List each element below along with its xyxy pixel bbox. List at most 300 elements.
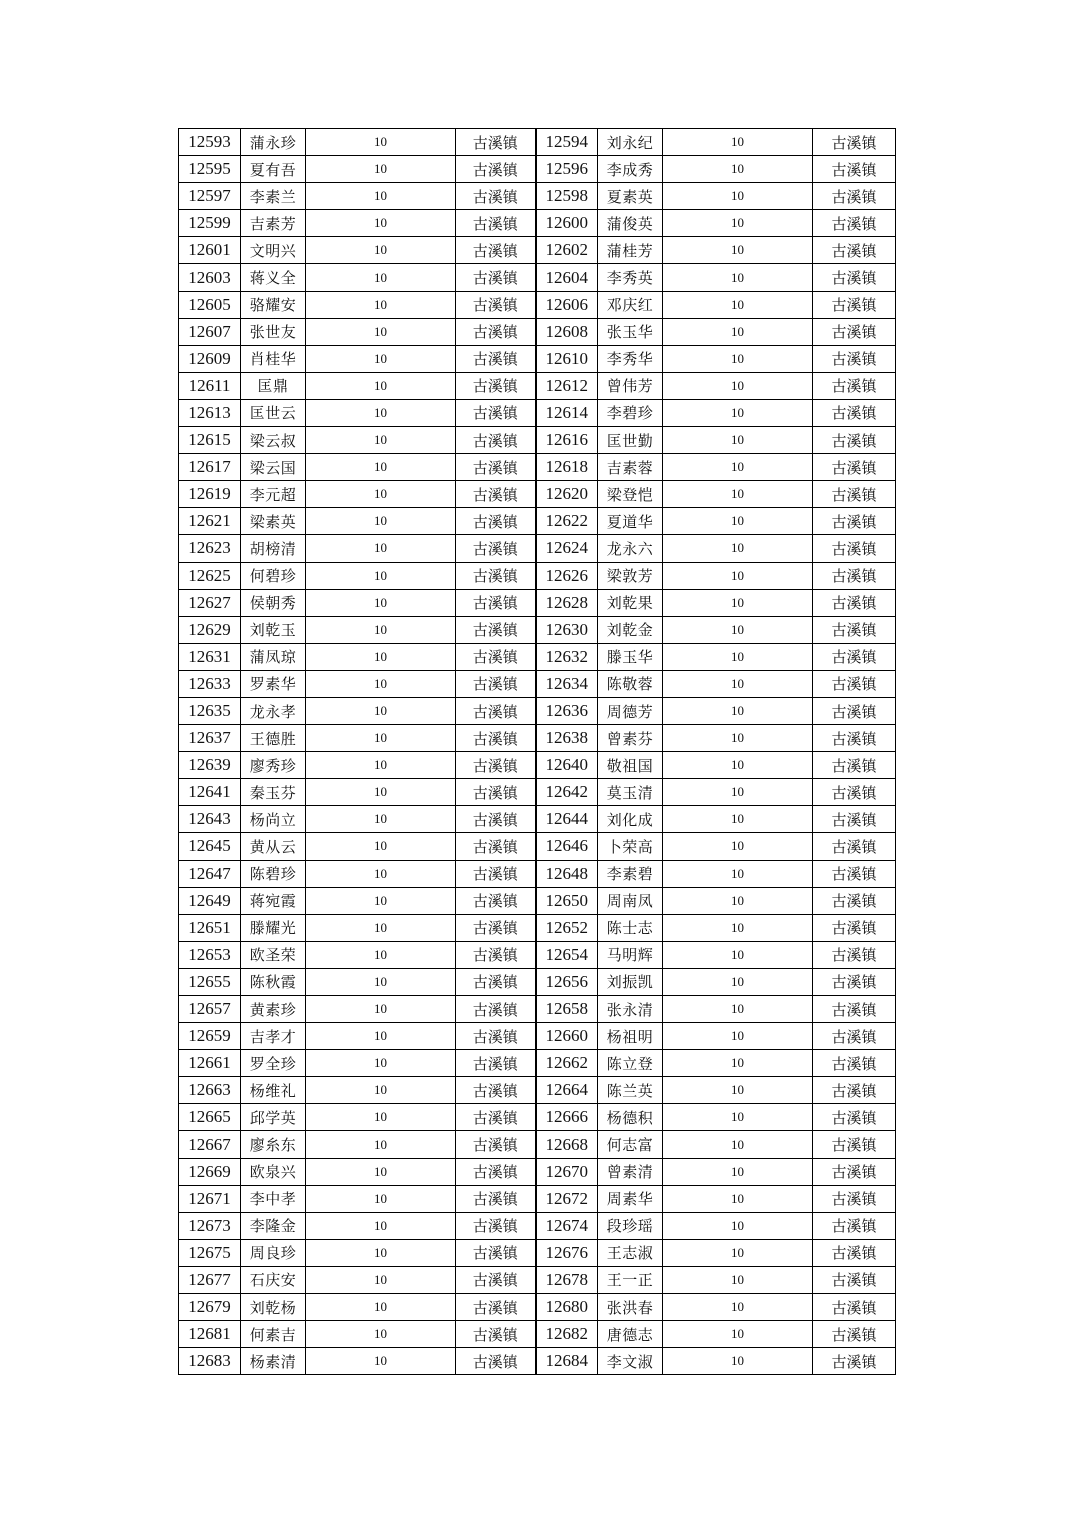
person-name-cell: 周良珍 — [241, 1239, 306, 1266]
town-name-cell: 古溪镇 — [813, 887, 896, 914]
amount-cell: 10 — [663, 1185, 813, 1212]
town-name-cell: 古溪镇 — [813, 1077, 896, 1104]
town-name-cell: 古溪镇 — [813, 345, 896, 372]
record-number-cell: 12664 — [536, 1077, 598, 1104]
town-name-cell: 古溪镇 — [456, 1185, 536, 1212]
amount-cell: 10 — [306, 914, 456, 941]
town-name-cell: 古溪镇 — [813, 508, 896, 535]
record-number-cell: 12617 — [179, 454, 241, 481]
town-name-cell: 古溪镇 — [813, 1023, 896, 1050]
record-number-cell: 12668 — [536, 1131, 598, 1158]
person-name-cell: 匡鼎 — [241, 372, 306, 399]
town-name-cell: 古溪镇 — [456, 481, 536, 508]
record-number-cell: 12600 — [536, 210, 598, 237]
amount-cell: 10 — [663, 345, 813, 372]
amount-cell: 10 — [663, 1294, 813, 1321]
record-number-cell: 12654 — [536, 941, 598, 968]
record-number-cell: 12621 — [179, 508, 241, 535]
town-name-cell: 古溪镇 — [813, 129, 896, 156]
town-name-cell: 古溪镇 — [813, 264, 896, 291]
person-name-cell: 曾素芬 — [598, 725, 663, 752]
table-row — [179, 752, 896, 779]
amount-cell: 10 — [663, 643, 813, 670]
record-number-cell: 12634 — [536, 670, 598, 697]
person-name-cell: 欧泉兴 — [241, 1158, 306, 1185]
person-name-cell: 曾素清 — [598, 1158, 663, 1185]
table-row — [179, 535, 896, 562]
person-name-cell: 杨祖明 — [598, 1023, 663, 1050]
town-name-cell: 古溪镇 — [813, 399, 896, 426]
amount-cell: 10 — [306, 427, 456, 454]
amount-cell: 10 — [306, 616, 456, 643]
record-number-cell: 12595 — [179, 156, 241, 183]
person-name-cell: 李秀英 — [598, 264, 663, 291]
amount-cell: 10 — [663, 318, 813, 345]
town-name-cell: 古溪镇 — [456, 1023, 536, 1050]
table-row — [179, 833, 896, 860]
record-number-cell: 12673 — [179, 1212, 241, 1239]
record-number-cell: 12640 — [536, 752, 598, 779]
table-row — [179, 860, 896, 887]
person-name-cell: 李秀华 — [598, 345, 663, 372]
town-name-cell: 古溪镇 — [813, 914, 896, 941]
amount-cell: 10 — [663, 779, 813, 806]
table-row — [179, 1239, 896, 1266]
record-number-cell: 12647 — [179, 860, 241, 887]
table-row — [179, 887, 896, 914]
person-name-cell: 龙永孝 — [241, 697, 306, 724]
amount-cell: 10 — [663, 806, 813, 833]
record-number-cell: 12649 — [179, 887, 241, 914]
town-name-cell: 古溪镇 — [456, 779, 536, 806]
town-name-cell: 古溪镇 — [456, 589, 536, 616]
town-name-cell: 古溪镇 — [456, 643, 536, 670]
record-number-cell: 12624 — [536, 535, 598, 562]
record-number-cell: 12603 — [179, 264, 241, 291]
amount-cell: 10 — [663, 1104, 813, 1131]
table-row — [179, 996, 896, 1023]
amount-cell: 10 — [306, 1077, 456, 1104]
person-name-cell: 胡榜清 — [241, 535, 306, 562]
town-name-cell: 古溪镇 — [813, 454, 896, 481]
amount-cell: 10 — [306, 454, 456, 481]
table-row — [179, 1321, 896, 1348]
person-name-cell: 杨德积 — [598, 1104, 663, 1131]
person-name-cell: 李文淑 — [598, 1348, 663, 1375]
person-name-cell: 张玉华 — [598, 318, 663, 345]
person-name-cell: 唐德志 — [598, 1321, 663, 1348]
amount-cell: 10 — [306, 1158, 456, 1185]
town-name-cell: 古溪镇 — [813, 372, 896, 399]
amount-cell: 10 — [306, 779, 456, 806]
record-number-cell: 12682 — [536, 1321, 598, 1348]
person-name-cell: 刘乾金 — [598, 616, 663, 643]
person-name-cell: 刘乾果 — [598, 589, 663, 616]
record-number-cell: 12602 — [536, 237, 598, 264]
amount-cell: 10 — [306, 1239, 456, 1266]
amount-cell: 10 — [663, 1321, 813, 1348]
record-number-cell: 12631 — [179, 643, 241, 670]
person-name-cell: 陈兰英 — [598, 1077, 663, 1104]
record-number-cell: 12625 — [179, 562, 241, 589]
person-name-cell: 滕玉华 — [598, 643, 663, 670]
town-name-cell: 古溪镇 — [813, 1348, 896, 1375]
person-name-cell: 李成秀 — [598, 156, 663, 183]
record-number-cell: 12678 — [536, 1266, 598, 1293]
person-name-cell: 王志淑 — [598, 1239, 663, 1266]
record-number-cell: 12627 — [179, 589, 241, 616]
amount-cell: 10 — [306, 941, 456, 968]
record-number-cell: 12632 — [536, 643, 598, 670]
record-number-cell: 12670 — [536, 1158, 598, 1185]
town-name-cell: 古溪镇 — [456, 752, 536, 779]
person-name-cell: 吉素芳 — [241, 210, 306, 237]
amount-cell: 10 — [663, 427, 813, 454]
amount-cell: 10 — [306, 562, 456, 589]
table-row — [179, 616, 896, 643]
town-name-cell: 古溪镇 — [813, 860, 896, 887]
person-name-cell: 李隆金 — [241, 1212, 306, 1239]
table-row — [179, 210, 896, 237]
amount-cell: 10 — [663, 914, 813, 941]
person-name-cell: 陈立登 — [598, 1050, 663, 1077]
record-number-cell: 12660 — [536, 1023, 598, 1050]
person-name-cell: 梁登恺 — [598, 481, 663, 508]
person-name-cell: 廖秀珍 — [241, 752, 306, 779]
town-name-cell: 古溪镇 — [456, 941, 536, 968]
town-name-cell: 古溪镇 — [813, 833, 896, 860]
table-row — [179, 129, 896, 156]
person-name-cell: 敬祖国 — [598, 752, 663, 779]
amount-cell: 10 — [306, 210, 456, 237]
amount-cell: 10 — [663, 481, 813, 508]
amount-cell: 10 — [663, 562, 813, 589]
amount-cell: 10 — [306, 1185, 456, 1212]
town-name-cell: 古溪镇 — [456, 1321, 536, 1348]
record-number-cell: 12663 — [179, 1077, 241, 1104]
person-name-cell: 罗素华 — [241, 670, 306, 697]
person-name-cell: 梁云国 — [241, 454, 306, 481]
person-name-cell: 吉孝才 — [241, 1023, 306, 1050]
town-name-cell: 古溪镇 — [813, 1212, 896, 1239]
person-name-cell: 夏素英 — [598, 183, 663, 210]
record-number-cell: 12641 — [179, 779, 241, 806]
person-name-cell: 李素碧 — [598, 860, 663, 887]
person-name-cell: 夏道华 — [598, 508, 663, 535]
person-name-cell: 邓庆红 — [598, 291, 663, 318]
person-name-cell: 王德胜 — [241, 725, 306, 752]
record-number-cell: 12593 — [179, 129, 241, 156]
person-name-cell: 黄从云 — [241, 833, 306, 860]
record-number-cell: 12612 — [536, 372, 598, 399]
person-name-cell: 蒋义全 — [241, 264, 306, 291]
amount-cell: 10 — [306, 887, 456, 914]
table-row — [179, 1023, 896, 1050]
table-row — [179, 454, 896, 481]
table-row — [179, 1077, 896, 1104]
record-number-cell: 12637 — [179, 725, 241, 752]
person-name-cell: 王一正 — [598, 1266, 663, 1293]
amount-cell: 10 — [663, 941, 813, 968]
town-name-cell: 古溪镇 — [456, 887, 536, 914]
person-name-cell: 李元超 — [241, 481, 306, 508]
table-row — [179, 1212, 896, 1239]
table-row — [179, 1348, 896, 1375]
town-name-cell: 古溪镇 — [456, 237, 536, 264]
table-row — [179, 399, 896, 426]
record-number-cell: 12622 — [536, 508, 598, 535]
amount-cell: 10 — [306, 372, 456, 399]
town-name-cell: 古溪镇 — [813, 562, 896, 589]
record-number-cell: 12683 — [179, 1348, 241, 1375]
town-name-cell: 古溪镇 — [456, 725, 536, 752]
town-name-cell: 古溪镇 — [456, 914, 536, 941]
table-row — [179, 697, 896, 724]
record-number-cell: 12658 — [536, 996, 598, 1023]
table-row — [179, 1266, 896, 1293]
record-number-cell: 12639 — [179, 752, 241, 779]
town-name-cell: 古溪镇 — [813, 1131, 896, 1158]
person-name-cell: 刘乾玉 — [241, 616, 306, 643]
person-name-cell: 陈敬蓉 — [598, 670, 663, 697]
amount-cell: 10 — [663, 156, 813, 183]
person-name-cell: 李中孝 — [241, 1185, 306, 1212]
amount-cell: 10 — [663, 616, 813, 643]
town-name-cell: 古溪镇 — [813, 427, 896, 454]
town-name-cell: 古溪镇 — [813, 291, 896, 318]
record-number-cell: 12601 — [179, 237, 241, 264]
record-number-cell: 12681 — [179, 1321, 241, 1348]
person-name-cell: 龙永六 — [598, 535, 663, 562]
amount-cell: 10 — [663, 1158, 813, 1185]
town-name-cell: 古溪镇 — [456, 535, 536, 562]
person-name-cell: 何素吉 — [241, 1321, 306, 1348]
town-name-cell: 古溪镇 — [813, 806, 896, 833]
amount-cell: 10 — [663, 887, 813, 914]
person-name-cell: 杨尚立 — [241, 806, 306, 833]
person-name-cell: 滕耀光 — [241, 914, 306, 941]
record-number-cell: 12598 — [536, 183, 598, 210]
town-name-cell: 古溪镇 — [456, 183, 536, 210]
amount-cell: 10 — [663, 1348, 813, 1375]
record-number-cell: 12666 — [536, 1104, 598, 1131]
town-name-cell: 古溪镇 — [456, 1294, 536, 1321]
record-number-cell: 12605 — [179, 291, 241, 318]
town-name-cell: 古溪镇 — [813, 1158, 896, 1185]
person-name-cell: 周南凤 — [598, 887, 663, 914]
amount-cell: 10 — [663, 996, 813, 1023]
amount-cell: 10 — [306, 345, 456, 372]
record-number-cell: 12650 — [536, 887, 598, 914]
table-row — [179, 345, 896, 372]
town-name-cell: 古溪镇 — [456, 860, 536, 887]
record-number-cell: 12636 — [536, 697, 598, 724]
record-number-cell: 12613 — [179, 399, 241, 426]
amount-cell: 10 — [663, 508, 813, 535]
amount-cell: 10 — [306, 1266, 456, 1293]
record-number-cell: 12672 — [536, 1185, 598, 1212]
town-name-cell: 古溪镇 — [456, 1158, 536, 1185]
record-number-cell: 12629 — [179, 616, 241, 643]
amount-cell: 10 — [306, 589, 456, 616]
record-number-cell: 12662 — [536, 1050, 598, 1077]
table-row — [179, 1104, 896, 1131]
table-row — [179, 1158, 896, 1185]
table-row — [179, 589, 896, 616]
town-name-cell: 古溪镇 — [813, 1266, 896, 1293]
town-name-cell: 古溪镇 — [456, 1212, 536, 1239]
record-number-cell: 12623 — [179, 535, 241, 562]
person-name-cell: 马明辉 — [598, 941, 663, 968]
amount-cell: 10 — [663, 399, 813, 426]
amount-cell: 10 — [663, 725, 813, 752]
table-row — [179, 1185, 896, 1212]
record-number-cell: 12619 — [179, 481, 241, 508]
amount-cell: 10 — [306, 752, 456, 779]
person-name-cell: 蒲桂芳 — [598, 237, 663, 264]
person-name-cell: 段珍瑶 — [598, 1212, 663, 1239]
table-row — [179, 1050, 896, 1077]
town-name-cell: 古溪镇 — [813, 1294, 896, 1321]
person-name-cell: 何志富 — [598, 1131, 663, 1158]
record-number-cell: 12618 — [536, 454, 598, 481]
table-row — [179, 1131, 896, 1158]
amount-cell: 10 — [663, 291, 813, 318]
record-number-cell: 12630 — [536, 616, 598, 643]
table-row — [179, 156, 896, 183]
person-name-cell: 文明兴 — [241, 237, 306, 264]
record-number-cell: 12671 — [179, 1185, 241, 1212]
person-name-cell: 匡世云 — [241, 399, 306, 426]
person-name-cell: 邱学英 — [241, 1104, 306, 1131]
town-name-cell: 古溪镇 — [813, 183, 896, 210]
record-number-cell: 12657 — [179, 996, 241, 1023]
town-name-cell: 古溪镇 — [813, 1104, 896, 1131]
amount-cell: 10 — [663, 535, 813, 562]
amount-cell: 10 — [306, 1050, 456, 1077]
amount-cell: 10 — [663, 372, 813, 399]
record-number-cell: 12616 — [536, 427, 598, 454]
town-name-cell: 古溪镇 — [813, 670, 896, 697]
table-row — [179, 941, 896, 968]
record-number-cell: 12659 — [179, 1023, 241, 1050]
amount-cell: 10 — [663, 1239, 813, 1266]
person-name-cell: 蒲凤琼 — [241, 643, 306, 670]
person-name-cell: 刘振凯 — [598, 968, 663, 995]
town-name-cell: 古溪镇 — [813, 697, 896, 724]
town-name-cell: 古溪镇 — [813, 1185, 896, 1212]
amount-cell: 10 — [663, 860, 813, 887]
town-name-cell: 古溪镇 — [813, 643, 896, 670]
town-name-cell: 古溪镇 — [813, 725, 896, 752]
amount-cell: 10 — [306, 481, 456, 508]
record-number-cell: 12684 — [536, 1348, 598, 1375]
person-name-cell: 梁云叔 — [241, 427, 306, 454]
amount-cell: 10 — [306, 1212, 456, 1239]
person-name-cell: 何碧珍 — [241, 562, 306, 589]
person-name-cell: 李素兰 — [241, 183, 306, 210]
record-number-cell: 12674 — [536, 1212, 598, 1239]
person-name-cell: 侯朝秀 — [241, 589, 306, 616]
amount-cell: 10 — [306, 399, 456, 426]
person-name-cell: 莫玉清 — [598, 779, 663, 806]
person-name-cell: 廖糸东 — [241, 1131, 306, 1158]
record-number-cell: 12656 — [536, 968, 598, 995]
record-number-cell: 12667 — [179, 1131, 241, 1158]
table-row — [179, 643, 896, 670]
amount-cell: 10 — [306, 183, 456, 210]
amount-cell: 10 — [306, 670, 456, 697]
amount-cell: 10 — [663, 454, 813, 481]
record-number-cell: 12615 — [179, 427, 241, 454]
record-number-cell: 12608 — [536, 318, 598, 345]
town-name-cell: 古溪镇 — [813, 752, 896, 779]
amount-cell: 10 — [663, 183, 813, 210]
table-row — [179, 427, 896, 454]
town-name-cell: 古溪镇 — [456, 129, 536, 156]
table-row — [179, 481, 896, 508]
record-number-cell: 12665 — [179, 1104, 241, 1131]
amount-cell: 10 — [306, 968, 456, 995]
person-name-cell: 黄素珍 — [241, 996, 306, 1023]
table-row — [179, 183, 896, 210]
amount-cell: 10 — [663, 210, 813, 237]
town-name-cell: 古溪镇 — [456, 996, 536, 1023]
table-row — [179, 806, 896, 833]
record-number-cell: 12597 — [179, 183, 241, 210]
amount-cell: 10 — [306, 1294, 456, 1321]
record-number-cell: 12645 — [179, 833, 241, 860]
town-name-cell: 古溪镇 — [456, 454, 536, 481]
amount-cell: 10 — [306, 725, 456, 752]
person-name-cell: 卜荣高 — [598, 833, 663, 860]
town-name-cell: 古溪镇 — [813, 968, 896, 995]
table-row — [179, 264, 896, 291]
table-row — [179, 1294, 896, 1321]
person-name-cell: 张世友 — [241, 318, 306, 345]
record-number-cell: 12614 — [536, 399, 598, 426]
record-number-cell: 12652 — [536, 914, 598, 941]
person-name-cell: 张永清 — [598, 996, 663, 1023]
town-name-cell: 古溪镇 — [456, 210, 536, 237]
amount-cell: 10 — [663, 670, 813, 697]
amount-cell: 10 — [663, 1050, 813, 1077]
town-name-cell: 古溪镇 — [813, 535, 896, 562]
person-name-cell: 张洪春 — [598, 1294, 663, 1321]
person-name-cell: 陈士志 — [598, 914, 663, 941]
table-row — [179, 562, 896, 589]
table-row — [179, 508, 896, 535]
person-name-cell: 周素华 — [598, 1185, 663, 1212]
record-number-cell: 12643 — [179, 806, 241, 833]
amount-cell: 10 — [306, 291, 456, 318]
town-name-cell: 古溪镇 — [456, 697, 536, 724]
person-name-cell: 刘永纪 — [598, 129, 663, 156]
amount-cell: 10 — [663, 129, 813, 156]
record-number-cell: 12677 — [179, 1266, 241, 1293]
record-number-cell: 12669 — [179, 1158, 241, 1185]
town-name-cell: 古溪镇 — [456, 318, 536, 345]
town-name-cell: 古溪镇 — [456, 1266, 536, 1293]
town-name-cell: 古溪镇 — [456, 1077, 536, 1104]
amount-cell: 10 — [663, 1077, 813, 1104]
record-number-cell: 12653 — [179, 941, 241, 968]
record-number-cell: 12609 — [179, 345, 241, 372]
person-name-cell: 杨素清 — [241, 1348, 306, 1375]
person-name-cell: 梁素英 — [241, 508, 306, 535]
town-name-cell: 古溪镇 — [456, 1348, 536, 1375]
town-name-cell: 古溪镇 — [456, 1050, 536, 1077]
